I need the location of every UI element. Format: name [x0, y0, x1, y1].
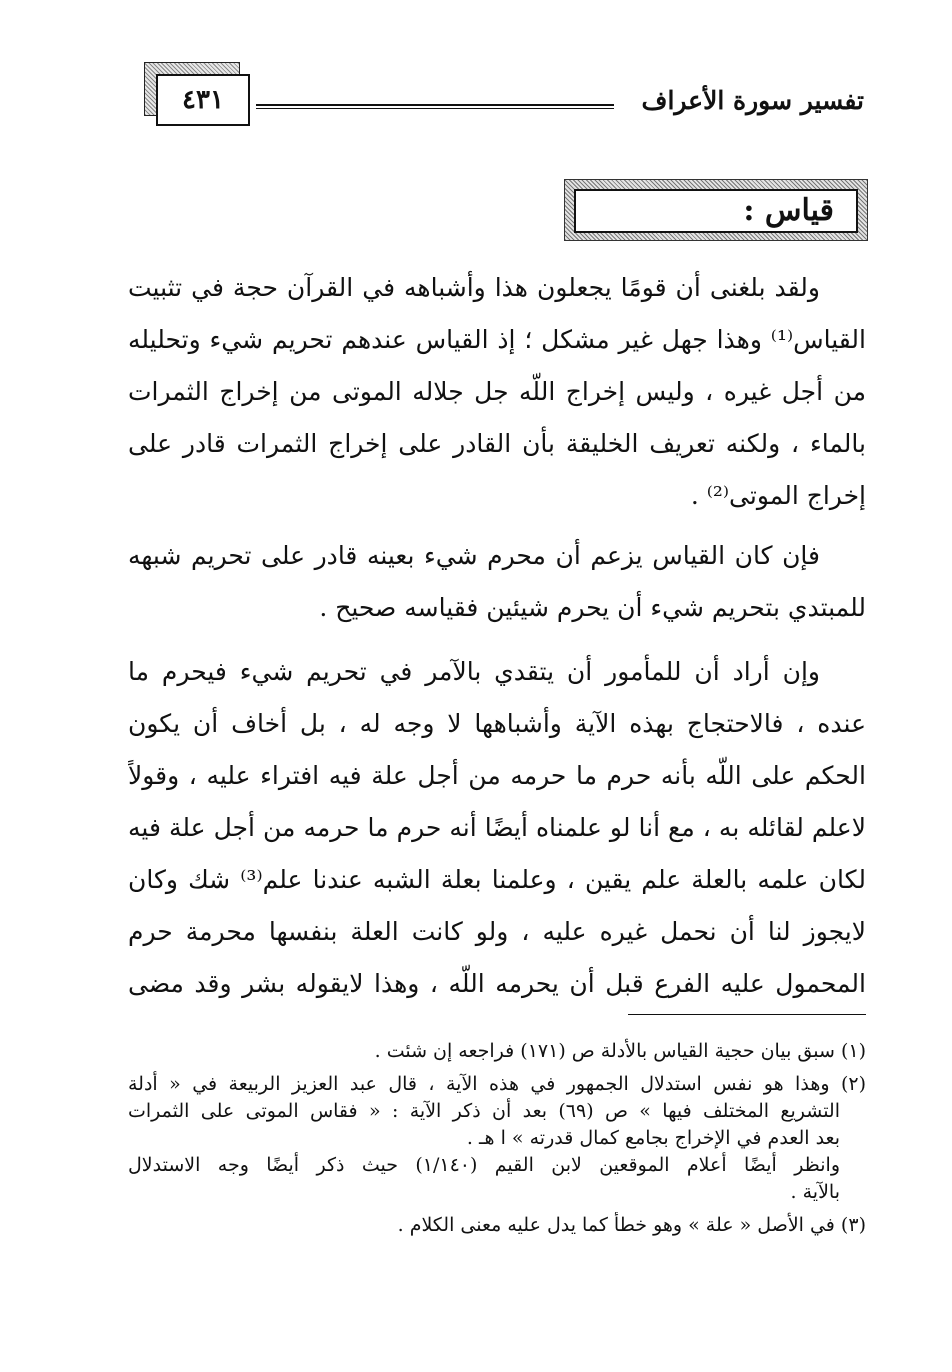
text-line: الحكم على اللّه بأنه حرم ما حرمه من أجل علة فيه افتراء عليه ، وقولاً [128, 761, 866, 790]
text-line: وإن أراد أن للمأمور أن يتقدي بالآمر في تحريم شيء فيحرم ما [128, 657, 820, 686]
text-line: لايجوز لنا أن نحمل غيره عليه ، ولو كانت العلة بنفسها محرمة حرم [128, 917, 866, 946]
footnote-1: (١) سبق بيان حجية القياس بالأدلة ص (١٧١) فراجعه إن شئت . [374, 1040, 866, 1062]
text-line: بالماء ، ولكنه تعريف الخليقة بأن القادر على إخراج الثمرات قادر على [128, 429, 866, 458]
text-line: عنده ، فالاحتجاج بهذه الآية وأشباهها لا وجه له ، بل أخاف أن يكون [128, 709, 866, 738]
text-line: القياس⁽¹⁾ وهذا جهل غير مشكل ؛ إذ القياس عندهم تحريم شيء وتحليله [128, 325, 866, 354]
text-line: إخراج الموتى⁽²⁾ . [690, 481, 866, 510]
footnote-2-line: وانظر أيضًا أعلام الموقعين لابن القيم (١/١٤٠) حيث ذكر أيضًا وجه الاستدلال [128, 1154, 841, 1176]
paragraph-3 [128, 646, 866, 1010]
text-line: للمبتدي بتحريم شيء أن يحرم شيئين فقياسه صحيح . [319, 593, 866, 622]
text-line: ولقد بلغنى أن قومًا يجعلون هذا وأشباهه في القرآن حجة في تثبيت [128, 273, 820, 302]
header-rule [256, 104, 614, 109]
running-title: تفسير سورة الأعراف [641, 86, 864, 115]
footnote-2-line: (٢) وهذا هو نفس استدلال الجمهور في هذه الآية ، قال عبد العزيز الربيعة في « أدلة [128, 1073, 866, 1095]
footnotes [128, 1038, 866, 1239]
footnote-2-line: بعد العدم في الإخراج بجامع كمال قدرته » ا هـ . [466, 1127, 840, 1149]
footnote-2-line: التشريع المختلف فيها » ص (٦٩) بعد أن ذكر الآية : « فقاس الموتى على الثمرات [128, 1100, 841, 1122]
paragraph-1 [128, 262, 866, 522]
paragraph-2 [128, 530, 866, 634]
footnote-separator [628, 1014, 866, 1015]
page-number: ٤٣١ [156, 74, 250, 126]
section-heading: قياس : [574, 189, 858, 233]
footnote-2-line: بالآية . [790, 1181, 840, 1203]
text-line: من أجل غيره ، وليس إخراج اللّه جل جلاله الموتى من إخراج الثمرات [128, 377, 866, 406]
footnote-3: (٣) في الأصل « علة » وهو خطأ كما يدل عليه معنى الكلام . [397, 1214, 866, 1236]
text-line: المحمول عليه الفرع قبل أن يحرمه اللّه ، وهذا لايقوله بشر وقد مضى [128, 969, 866, 998]
text-line: فإن كان القياس يزعم أن محرم شيء بعينه قادر على تحريم شبهه [128, 541, 820, 570]
text-line: لاعلم لقائله به ، مع أنا لو علمناه أيضًا أنه حرم ما حرمه من أجل علة فيه [128, 813, 866, 842]
text-line: لكان علمه بالعلة علم يقين ، وعلمنا بعلة الشبه عندنا علم⁽³⁾ شك وكان [128, 865, 866, 894]
